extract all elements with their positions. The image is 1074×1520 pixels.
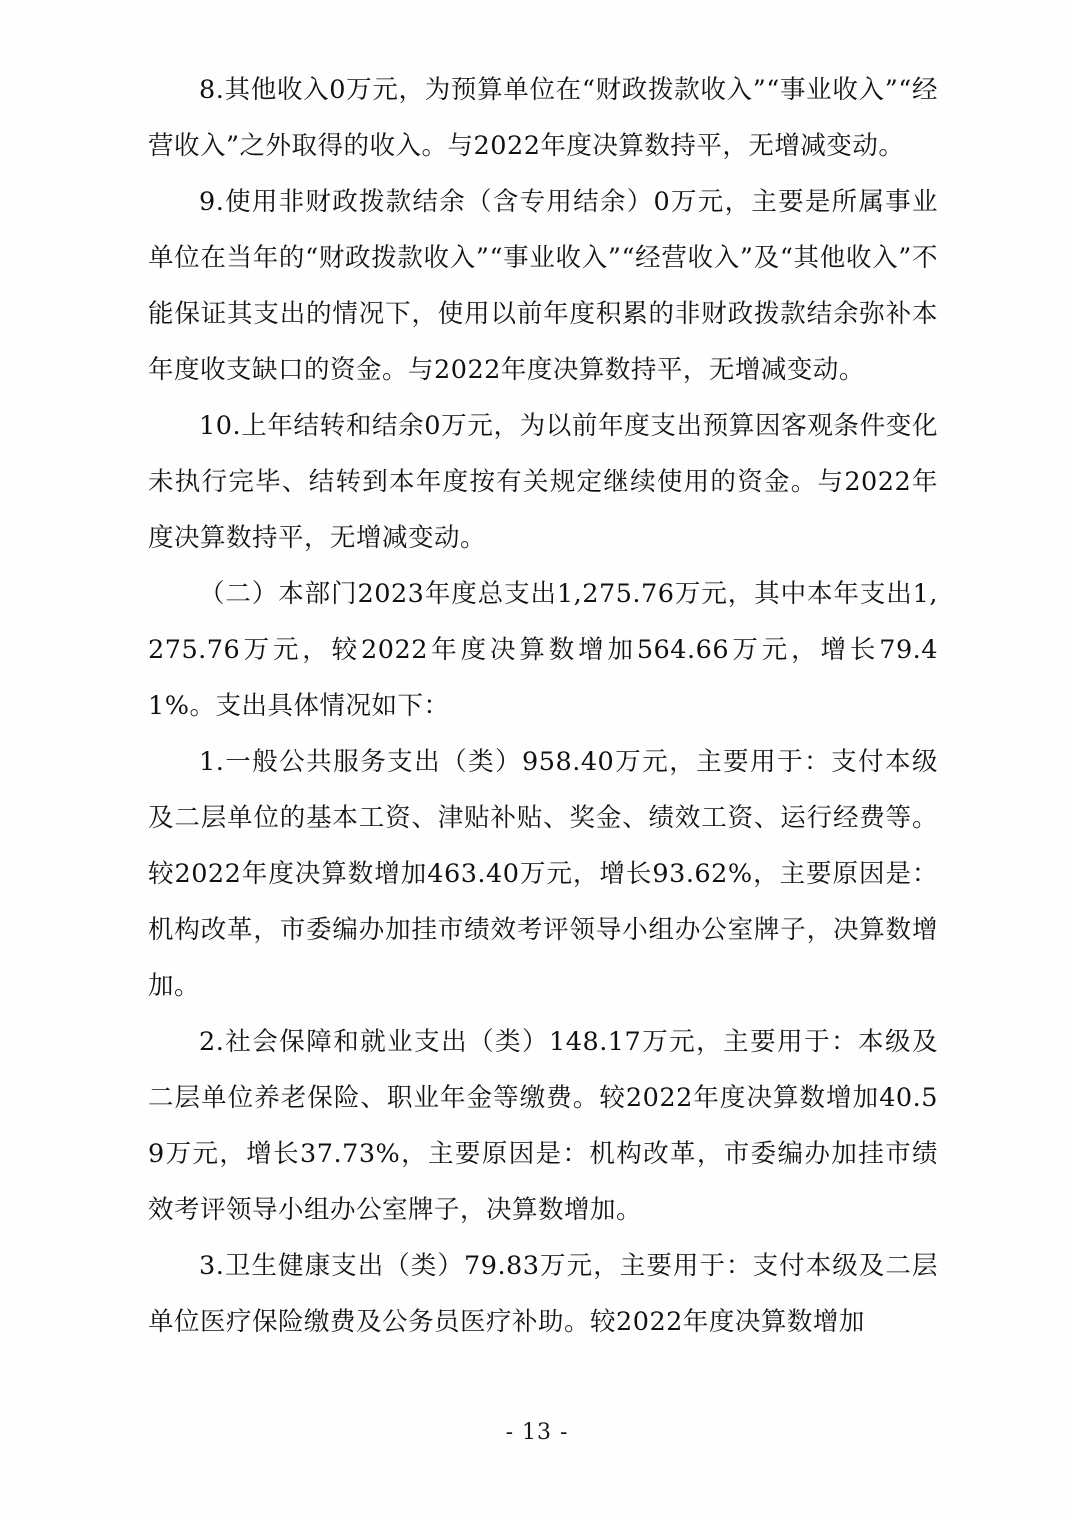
paragraph: 3.卫生健康支出（类）79.83万元，主要用于：支付本级及二层单位医疗保险缴费及公务员医疗补助。较2022年度决算数增加 <box>148 1251 938 1337</box>
page-number: - 13 - <box>505 1420 569 1445</box>
paragraph: 1.一般公共服务支出（类）958.40万元，主要用于：支付本级及二层单位的基本工资、津贴补贴、奖金、绩效工资、运行经费等。较2022年度决算数增加463.40万元，增长93.62%，主要原因是：机构改革，市委编办加挂市绩效考评领导小组办公室牌子，决算数增加。 <box>148 747 938 1001</box>
paragraph: （二）本部门2023年度总支出1,275.76万元，其中本年支出1,275.76万元，较2022年度决算数增加564.66万元，增长79.41%。支出具体情况如下： <box>148 579 938 721</box>
paragraph: 8.其他收入0万元，为预算单位在“财政拨款收入”“事业收入”“经营收入”之外取得的收入。与2022年度决算数持平，无增减变动。 <box>148 75 938 161</box>
paragraph: 10.上年结转和结余0万元，为以前年度支出预算因客观条件变化未执行完毕、结转到本年度按有关规定继续使用的资金。与2022年度决算数持平，无增减变动。 <box>148 411 938 553</box>
document-body <box>148 62 938 1350</box>
paragraph: 9.使用非财政拨款结余（含专用结余）0万元，主要是所属事业单位在当年的“财政拨款收入”“事业收入”“经营收入”及“其他收入”不能保证其支出的情况下，使用以前年度积累的非财政拨款结余弥补本年度收支缺口的资金。与2022年度决算数持平，无增减变动。 <box>148 187 938 385</box>
paragraph: 2.社会保障和就业支出（类）148.17万元，主要用于：本级及二层单位养老保险、职业年金等缴费。较2022年度决算数增加40.59万元，增长37.73%，主要原因是：机构改革，市委编办加挂市绩效考评领导小组办公室牌子，决算数增加。 <box>148 1027 938 1225</box>
